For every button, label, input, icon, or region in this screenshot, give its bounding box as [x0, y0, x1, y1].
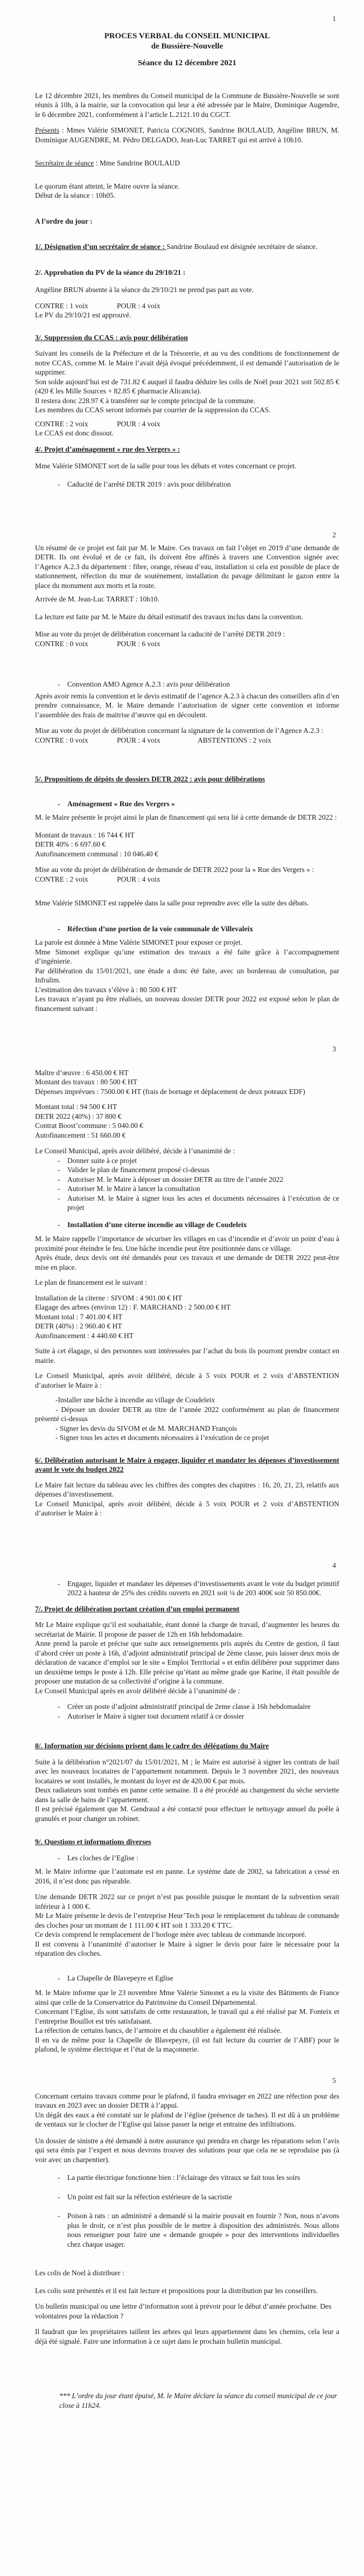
subheading: 2/. Approbation du PV de la séance du 29/10/21 :: [35, 268, 186, 276]
closing-statement: *** L’ordre du jour étant épuisé, M. le Maire déclare la séance du conseil municipal de ce jour close à 11h24.: [59, 2392, 338, 2409]
paragraph: Les colis sont présentés et il est fait lecture et propositions pour la distribution par les conseillers.: [35, 2286, 318, 2295]
vote-col: POUR : 4 voix: [117, 875, 160, 883]
bullet-item: - La partie électrique fonctionne bien : l’éclairage des vitraux se fait tous les soirs: [35, 2173, 339, 2183]
paragraph: Anne prend la parole et précise que suite aux renseignements pris auprès du Centre de gestion, il faut d’abord créer un poste à 16h, d’adjoint administratif principal de 2ème classe, puis laisser deux mois de déclaration de vacance d’emploi sur le site « Emploi Territorial » et enfin délibérer pour supprimer dans un deuxième temps le poste à 12h. Elle précise qu’étant au même grade que Karine, il était possible de proposer une mutation de sa collectivité d’origine à la commune.: [35, 1639, 339, 1685]
section-heading: [35, 774, 339, 784]
page-number: 5: [332, 2076, 336, 2085]
paragraph: Montant des travaux : 80 500 € HT: [35, 1078, 138, 1086]
paragraph: [35, 126, 339, 144]
paragraph: Une demande DETR 2022 sur ce projet n’est pas possible puisque le montant de la subvention serait inférieur à 1 000 €.: [35, 1893, 339, 1910]
paragraph: Le plan de financement est le suivant :: [35, 1278, 148, 1286]
vote-line: [35, 419, 339, 429]
bullet-item: - Engager, liquider et mandater les dépenses d’investissements avant le vote du budget primitif 2022 à hauteur de 25% des crédits ouverts en 2021 soit ¼ de 203 400€ soit 50 850.00€.: [35, 1579, 339, 1598]
paragraph: Le PV du 29/10/21 est approuvé.: [35, 311, 131, 319]
paragraph: Le Conseil Municipal, après avoir délibéré, décide à 5 voix POUR et 2 voix d’ABSTENTION d’autoriser le Maire à :: [35, 1372, 339, 1389]
paragraph: M. le Maire présente le projet ainsi le plan de financement qui sera lié à cette demande de DETR 2022 :: [35, 813, 337, 821]
underlined-text: 8/. Information sur décisions prisent dans le cadre des délégations du Maire: [35, 1742, 269, 1750]
vote-col: POUR : 6 voix: [117, 639, 160, 648]
bullet-item: - Autoriser le Maire à signer tout document relatif à ce dossier: [35, 1712, 339, 1721]
paragraph: Suite à cet élagage, si des personnes sont intéressées par l’achat du bois ils pourront prendre contact en mairie.: [35, 1347, 339, 1365]
paragraph: Autofinancement : 51 660.00 €: [35, 1131, 126, 1139]
underlined-text: Secrétaire de séance: [35, 159, 94, 167]
paragraph: Angéline BRUN absente à la séance du 29/10/21 ne prend pas part au vote.: [35, 286, 254, 294]
page-3: [0, 1030, 364, 1546]
section-heading: [35, 333, 339, 343]
bullet-item: - Un point est fait sur la réfection extérieure de la sacristie: [35, 2192, 339, 2202]
paragraph: Le CCAS est donc dissout.: [35, 429, 114, 437]
paragraph: Suivant les conseils de la Préfecture et de la Trésorerie, et au vu des conditions de fonctionnement de notre CCAS, comme M. le Maire l’avait déjà évoqué précédemment, il est demandé l’autorisation de le supprimer.: [35, 349, 339, 376]
section-heading: [35, 1604, 339, 1614]
paragraph: Autofinancement communal : 10 046.40 €: [35, 849, 158, 858]
vote-col: POUR : 4 voix: [117, 301, 160, 310]
paragraph: Maître d’œuvre : 6 450.00 € HT: [35, 1068, 129, 1077]
page-number: 1: [332, 15, 336, 23]
page-2: [0, 515, 364, 1030]
paragraph: Ce devis comprend le remplacement de l’horloge mère avec tableau de commande incorporé.: [35, 1930, 307, 1938]
paragraph: Mme Valérie SIMONET est rappelée dans la salle pour reprendre avec elle la suite des débats.: [35, 899, 309, 907]
paragraph: M. le Maire informe que le 23 novembre Mme Valérie Simonet a eu la visite des Bâtiments de France ainsi que celle de la Conservatrice du Patrimoine du Conseil Départemental.: [35, 1989, 339, 2006]
page-4: [0, 1546, 364, 2061]
underlined-text: 6/. Délibération autorisant le Maire à engager, liquider et mandater les dépenses d’investissement avant le vote du budget 2022: [35, 1456, 339, 1473]
page-number: 4: [332, 1561, 336, 1569]
paragraph: Après étude, deux devis ont été demandés pour ces travaux et une demande de DETR 2022 peut-être mise en place.: [35, 1254, 339, 1271]
doc-title-line: de Bussière-Nouvelle: [151, 41, 223, 51]
paragraph: La parole est donnée à Mme Valérie SIMONET pour exposer ce projet.: [35, 938, 242, 946]
paragraph: Autofinancement : 4 440.60 € HT: [35, 1331, 134, 1340]
underlined-text: 7/. Projet de délibération portant création d’un emploi permanent: [35, 1604, 240, 1613]
paragraph: Suite à la délibération n°2021/07 du 15/01/2021, M ; le Maire est autorisé à signer les contrats de bail avec les nouveaux locataires de l’appartement notamment. Depuis le 3 novembre 2021, des nouveaux locataires se sont installés, le montant du loyer est de 420.00 € par mois.: [35, 1757, 339, 1785]
paragraph: Le quorum étant atteint, le Maire ouvre la séance.: [35, 182, 180, 190]
paragraph: Installation de la citerne : SIVOM : 4 901.00 € HT: [35, 1293, 183, 1302]
paragraph: Le 12 décembre 2021, les membres du Conseil municipal de la Commune de Bussière-Nouvelle se sont réunis à 10h, à la mairie, sur la convocation qui leur a été adressée par le Maire, Dominique Augendre, le 6 décembre 2021, conformément à l’article L.2121.10 du CGCT.: [35, 91, 339, 119]
paragraph: Le Conseil Municipal, après avoir délibéré, décide à 5 voix POUR et 2 voix d’ABSTENTION d’autoriser le Maire à :: [35, 1499, 339, 1517]
bullet-item: - Caducité de l’arrêté DETR 2019 : avis pour délibération: [35, 480, 339, 489]
underlined-text: 1/. Désignation d’un secrétaire de séance :: [35, 243, 167, 251]
underlined-text: Présents: [35, 126, 59, 134]
heading-rest-text: Sandrine Boulaud est désignée secrétaire de séance.: [166, 243, 318, 251]
vote-line: [35, 875, 339, 884]
paragraph: Après avoir remis la convention et le devis estimatif de l’agence A.2.3 à chacun des conseillers afin d’en prendre connaissance, M. le Maire demande l’autorisation de signer cette convention et informe l’assemblée des frais de maitrise d’œuvre qui en découlent.: [35, 691, 339, 719]
paragraph: Un résumé de ce projet est fait par M. le Maire. Ces travaux on fait l’objet en 2019 d’une demande de DETR. Ils ont évolué et de ce fait, ils doivent être affinés à travers une Convention signée avec l’Agence A.2.3 du département : fibre, orange, réseau d’eau, installation si cela est possible de place de stationnement, réfection du mur de soutènement, installation du pavage délimitant le gazon entre la place du monument aux morts et la route.: [35, 543, 339, 590]
paragraph: M. le Maire rappelle l’importance de sécuriser les villages en cas d’incendie et d’avoir un point d’eau à proximité pour éteindre le feu. Une bâche incendie peut être positionnée dans ce village.: [35, 1235, 339, 1252]
paragraph: Dépenses imprévues : 7500.00 € HT (frais de bornage et déplacement de deux poteaux EDF): [35, 1087, 305, 1096]
paragraph: Le Maire fait lecture du tableau avec les chiffres des comptes des chapitres : 16, 20, 21, 23, relatifs aux dépenses d’investissement.: [35, 1480, 339, 1498]
paragraph: Mme Simonet explique qu’une estimation des travaux a été faite grâce à l’accompagnement d’ingénierie.: [35, 947, 339, 965]
paragraph: M. le Maire informe que l’automate est en panne. Le système date de 2002, sa fabrication a cessé en 2016, il n’est donc pas réparable.: [35, 1867, 339, 1885]
paragraph: Contrat Boost’commune : 5 040.00 €: [35, 1121, 143, 1130]
dash-item: - Déposer un dossier DETR au titre de l’année 2022 conformément au plan de financement présenté ci-dessus: [35, 1405, 339, 1423]
vote-col: CONTRE : 2 voix: [35, 875, 88, 883]
vote-line: [35, 736, 339, 745]
paragraph: Mr Le Maire explique qu’il est souhaitable, étant donné la charge de travail, d’augmenter les heures du secrétariat de Mairie. Il propose de passer de 12h en 16h hebdomadaire.: [35, 1621, 339, 1638]
bullet-item: - Réfection d’une portion de la voie communale de Villevaleix: [35, 924, 339, 934]
paragraph: DETR 40% : 6 697.60 €: [35, 840, 106, 848]
paragraph: Son solde aujourd’hui est de 731.82 € auquel il faudra déduire les colis de Noël pour 2021 soit 502.85 € (420 € les Mille Sources + 82.85 € pharmacie Alicancia).: [35, 377, 339, 395]
paragraph: Il en va de même pour la Chapelle de Blavepeyre, (il est fait lecture du courrier de l’ABF) pour le plafond, le système électrique et l’état de la maçonnerie.: [35, 2035, 339, 2053]
paragraph: Montant de travaux : 16 744 € HT: [35, 830, 135, 839]
bullet-item: - Autoriser M. le Maire à déposer un dossier DETR au titre de l’année 2022: [35, 1175, 339, 1185]
paragraph: Montant total : 94 500 € HT: [35, 1103, 117, 1111]
vote-col: CONTRE : 1 voix: [35, 301, 88, 310]
paragraph: Concernant certains travaux comme pour le plafond, il faudra envisager en 2022 une réfection pour des travaux en 2023 avec un dossier DETR à l’appui.: [35, 2092, 339, 2109]
paragraph: Début de la séance : 10h05.: [35, 191, 116, 199]
paragraph: La réfection de certains bancs, de l’armoire et du chasublier a également été réalisée.: [35, 2026, 282, 2034]
vote-col: ABSTENTIONS : 2 voix: [198, 736, 271, 744]
paragraph: Elagage des arbres (environ 12) : F. MARCHAND : 2 500.00 € HT: [35, 1303, 231, 1311]
heading-rest-text: : Mmes Valérie SIMONET, Patricia COGNOIS, Sandrine BOULAUD, Angéline BRUN, M. Dominique AUGENDRE, M. Pédro DELGADO, Jean-Luc TARRET qui est arrivé à 10h10.: [35, 126, 339, 144]
paragraph: Les membres du CCAS seront informés par courrier de la suppression du CCAS.: [35, 406, 271, 414]
paragraph: [35, 158, 339, 168]
paragraph: Mr Le Maire présente le devis de l’entreprise Heur’Tech pour le remplacement du tableau de commande des cloches pour un montant de 1 111.00 € HT soit 1 333.20 € TTC.: [35, 1912, 339, 1929]
paragraph: Mise au vote du projet de délibération de demande de DETR 2022 pour la « Rue des Vergers » :: [35, 865, 314, 874]
bullet-item: - Autoriser M. le Maire à signer tous les actes et documents nécessaires à l’exécution de ce projet: [35, 1194, 339, 1213]
paragraph: Les travaux n’ayant pu être réalisés, un nouveau dossier DETR pour 2022 est exposé selon le plan de financement suivant :: [35, 995, 339, 1013]
section-heading: [35, 1837, 339, 1847]
vote-col: CONTRE : 0 voix: [35, 736, 88, 744]
paragraph: Le Conseil Municipal après en avoir délibéré décide à l’unanimité de :: [35, 1686, 240, 1695]
section-heading: [35, 1741, 339, 1751]
paragraph: Mise au vote du projet de délibération concernant la caducité de l’arrêté DETR 2019 :: [35, 630, 285, 638]
paragraph: Il est convenu à l’unanimité d’autoriser le Maire à signer le devis pour faire le nécessaire pour la réparation des cloches.: [35, 1940, 339, 1957]
bullet-item: - Les cloches de l’Eglise :: [35, 1853, 339, 1863]
dash-item: -Installer une bâche à incendie au village de Coudeleix: [55, 1396, 215, 1404]
paragraph: Montant total : 7 401.00 € HT: [35, 1312, 123, 1321]
section-heading: [35, 1456, 339, 1474]
paragraph: Il restera donc 228.97 € à transférer sur le compte principal de la commune.: [35, 396, 255, 405]
page-number: 3: [332, 1045, 336, 1053]
page-5: [0, 2061, 364, 2576]
paragraph: Par délibération du 15/01/2021, une étude a donc été faite, avec un bordereau de consultation, par Infralim.: [35, 966, 339, 984]
bullet-item: - Valider le plan de financement proposé ci-dessus: [35, 1165, 339, 1175]
paragraph: DETR 2022 (40%) : 37 800 €: [35, 1112, 122, 1120]
bullet-item: - Autoriser M. le Maire à lancer la consultation: [35, 1184, 339, 1194]
paragraph: Les colis de Noel à distribuer :: [35, 2269, 124, 2277]
vote-col: CONTRE : 2 voix: [35, 419, 88, 428]
paragraph: Il est précisé également que M. Gendraud a été contacté pour effectuer le nettoyage annuel du poêle à granulés et pour changer un robinet.: [35, 1805, 339, 1823]
heading-rest-text: : Mme Sandrine BOULAUD: [94, 159, 180, 167]
page-1: [0, 0, 364, 515]
dash-item: - Signer les devis du SIVOM et de M. MARCHAND François: [55, 1424, 237, 1432]
bullet-item: - Convention AMO Agence A.2.3 : avis pour délibération: [35, 680, 339, 689]
bullet-item: - Donner suite à ce projet: [35, 1156, 339, 1166]
paragraph: Le Conseil Municipal, après avoir délibéré, décide à l’unanimité de :: [35, 1147, 235, 1155]
paragraph: Un bulletin municipal ou une lettre d’information sont à prévoir pour le début d’année prochaine. Des volontaires pour la rédaction ?: [35, 2302, 332, 2320]
paragraph: La lecture est faite par M. le Maire du détail estimatif des travaux inclus dans la convention.: [35, 612, 303, 621]
paragraph: Deux radiateurs sont tombés en panne cette semaine. Il a été procédé au changement du sèche serviette dans la salle de bains de l’appartement.: [35, 1786, 339, 1804]
bullet-item: - Installation d’une citerne incendie au village de Coudeleix: [35, 1220, 339, 1230]
bullet-item: - La Chapelle de Blavepeyre et Eglise: [35, 1973, 339, 1983]
bullet-item: - Créer un poste d’adjoint administratif principal de 2eme classe à 16h hebdomadaire: [35, 1702, 339, 1712]
underlined-text: 9/. Questions et informations diverses: [35, 1838, 151, 1846]
vote-line: [35, 301, 339, 311]
vote-col: POUR : 4 voix: [117, 419, 160, 428]
paragraph: Mme Valérie SIMONET sort de la salle pour tous les débats et votes concernant ce projet.: [35, 462, 297, 470]
vote-line: [35, 639, 339, 649]
paragraph: Concernant l’Eglise, ils sont satisfaits de cette restauration, le travail qui a été réalisé par M. Fonteix et l’entreprise Bouillot est très satisfaisant.: [35, 2007, 339, 2025]
underlined-text: 4/. Projet d’aménagement « rue des Vergers » :: [35, 445, 180, 453]
underlined-text: 5/. Propositions de dépôts de dossiers DETR 2022 : avis pour délibérations: [35, 775, 265, 783]
vote-col: POUR : 4 voix: [117, 736, 160, 744]
paragraph: DETR (40%) : 2 960.40 € HT: [35, 1322, 122, 1330]
paragraph: Il faudrait que les propriétaires taillent les arbres qui leurs appartiennent dans les chemins, cela leur a déjà été signalé. Faire une information à ce sujet dans le prochain bulletin municipal.: [35, 2328, 339, 2345]
section-heading: [35, 445, 339, 454]
page-number: 2: [332, 531, 336, 539]
paragraph: Mise au vote du projet de délibération concernant la signature de la convention de l’Agence A.2.3 :: [35, 726, 324, 735]
doc-title-line: PROCES VERBAL du CONSEIL MUNICIPAL: [104, 31, 270, 40]
paragraph: Arrivée de M. Jean-Luc TARRET : 10h10.: [35, 595, 159, 603]
paragraph: Un dossier de sinistre a été demandé à notre assurance qui prendra en charge les réparations selon l’avis qui sera émis par l’expert et nous devrons trouver des solutions pour que cela ne se reproduise pas (à voir avec un charpentier).: [35, 2136, 339, 2164]
paragraph: Un dégât des eaux a été constaté sur le plafond de l’église (présence de taches). Il est dû à un problème de ventaux sur le clocher de l’Eglise qui laisse passer la neige et entraine des infiltrations.: [35, 2110, 339, 2128]
subheading: A l’ordre du jour :: [35, 217, 93, 225]
underlined-text: 3/. Suppression du CCAS : avis pour délibération: [35, 333, 188, 342]
doc-title-line: Séance du 12 décembre 2021: [137, 58, 237, 67]
bullet-item: - Aménagement « Rue des Vergers »: [35, 799, 339, 809]
section-heading: [35, 242, 339, 252]
bullet-item: - Poison à rats : un administré a demandé si la mairie pouvait en fournir ? Non, nous n’avons plus le droit, ce n’est plus possible de le mettre à disposition des administrés. Nous allons nous renseigner pour faire une « demande groupée » pour des interventions individuelles chez chaque usager.: [35, 2211, 339, 2249]
vote-col: CONTRE : 0 voix: [35, 639, 88, 648]
dash-item: - Signer tous les actes et documents nécessaires à l’exécution de ce projet: [55, 1434, 269, 1442]
paragraph: L’estimation des travaux s’élève à : 80 500 € HT: [35, 985, 177, 994]
